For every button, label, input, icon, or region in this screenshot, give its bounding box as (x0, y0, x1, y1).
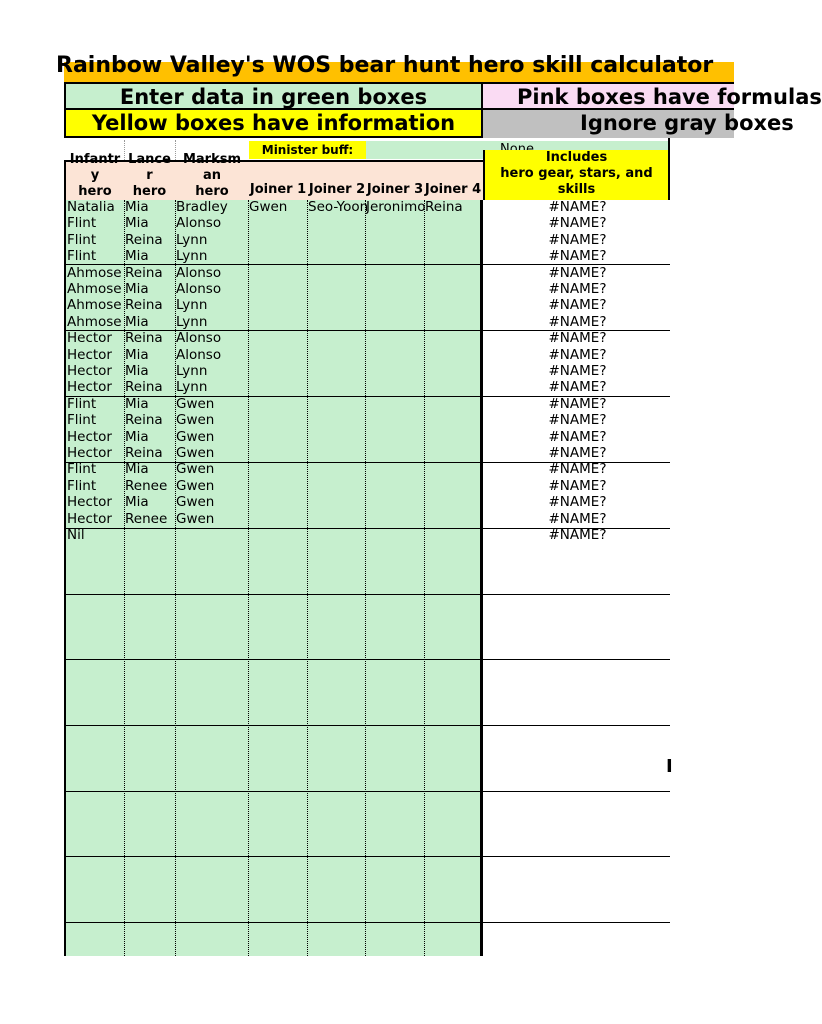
cell-mar[interactable]: Lynn (176, 297, 208, 314)
green-info-box (64, 82, 483, 110)
cell-j1[interactable] (246, 478, 307, 494)
result-cell: #NAME? (548, 510, 607, 527)
minister-label: Minister buff: (261, 143, 354, 157)
cell-j4[interactable] (422, 347, 483, 363)
cell-lan[interactable]: Mia (125, 248, 149, 265)
cell-j3[interactable] (363, 248, 424, 264)
cell-lan[interactable]: Mia (125, 215, 149, 232)
cell-inf[interactable]: Flint (67, 215, 97, 232)
result-header-line1: Includes (545, 150, 608, 165)
cell-mar[interactable]: Gwen (176, 395, 215, 412)
cell-j4[interactable] (422, 330, 483, 346)
result-cell: #NAME? (548, 363, 607, 379)
cell-j4[interactable] (422, 232, 483, 248)
cell-j1[interactable] (246, 412, 307, 428)
cell-mar[interactable]: Lynn (176, 248, 208, 265)
cell-lan[interactable]: Reina (125, 379, 163, 396)
cell-mar[interactable]: Alonso (176, 330, 222, 347)
green-info-label: Enter data in green boxes (119, 85, 428, 109)
cell-j4[interactable] (422, 314, 483, 330)
cell-j3[interactable] (363, 461, 424, 477)
cell-j4[interactable] (422, 248, 483, 264)
group-separator (64, 791, 670, 792)
title-bar (56, 53, 734, 82)
marksman-hero-header (175, 152, 249, 200)
cell-j2[interactable] (305, 445, 365, 461)
cell-j4[interactable] (422, 429, 483, 445)
cell-j2[interactable] (305, 330, 365, 346)
cell-j2[interactable] (305, 379, 365, 395)
cell-inf[interactable]: Hector (67, 379, 112, 396)
cell-j1[interactable] (246, 511, 307, 527)
cell-j1[interactable] (246, 215, 307, 231)
result-cell: #NAME? (548, 461, 607, 478)
cell-j3[interactable] (363, 232, 424, 248)
cell-j2[interactable] (305, 429, 365, 445)
cell-j1[interactable] (246, 314, 307, 330)
cell-j3[interactable] (363, 314, 424, 330)
joiner4-header: Joiner 4 (424, 182, 482, 197)
group-separator (64, 725, 670, 726)
cell-j4[interactable] (422, 527, 483, 543)
result-cell: #NAME? (548, 346, 607, 363)
cell-j2[interactable] (305, 527, 365, 543)
cell-inf[interactable]: Hector (67, 494, 112, 511)
cell-j2[interactable] (305, 297, 365, 313)
result-cell: #NAME? (548, 313, 607, 330)
cell-lan[interactable]: Reina (125, 231, 163, 248)
lancer-hero-header (124, 152, 175, 200)
cell-j1[interactable] (246, 281, 307, 297)
result-header-line2: hero gear, stars, and (500, 166, 653, 181)
result-cell: #NAME? (548, 264, 607, 281)
cell-j4[interactable] (422, 461, 483, 477)
cell-j2[interactable] (305, 511, 365, 527)
cell-lan[interactable]: Renee (125, 510, 168, 527)
result-header (483, 150, 670, 200)
cell-inf[interactable]: Hector (67, 428, 112, 445)
cell-lan[interactable]: Mia (125, 313, 149, 330)
cell-j3[interactable] (363, 265, 424, 281)
cell-j4[interactable] (422, 511, 483, 527)
result-cell: #NAME? (548, 428, 607, 445)
group-separator (64, 264, 670, 265)
cell-j3[interactable] (363, 215, 424, 231)
infantry-hero-header (66, 152, 124, 200)
cell-j2[interactable] (305, 461, 365, 477)
group-separator (64, 462, 670, 463)
infantry-header-line2: y (90, 168, 100, 183)
cell-lan[interactable]: Reina (125, 330, 163, 347)
cell-lan[interactable]: Reina (125, 264, 163, 281)
cell-j3[interactable]: Jeronimo (366, 199, 426, 215)
joiner1-header: Joiner 1 (249, 182, 307, 197)
lancer-header-line2: r (146, 168, 153, 183)
result-cell: #NAME? (548, 379, 607, 396)
cell-mar[interactable]: Alonso (176, 264, 222, 281)
cell-j2[interactable] (305, 494, 365, 510)
cell-j3[interactable] (363, 379, 424, 395)
group-separator (64, 659, 670, 660)
cell-j1[interactable] (246, 527, 307, 543)
cell-j3[interactable] (363, 363, 424, 379)
cell-inf[interactable]: Flint (67, 477, 97, 494)
cell-inf[interactable]: Ahmose (67, 313, 122, 330)
cell-j2[interactable] (305, 347, 365, 363)
marksman-header-line1: Marksm (182, 152, 242, 167)
cell-j3[interactable] (363, 297, 424, 313)
cell-lan[interactable]: Mia (125, 281, 149, 297)
cell-mar[interactable]: Bradley (176, 199, 228, 215)
cell-j3[interactable] (363, 429, 424, 445)
marksman-header-line3: hero (195, 184, 229, 199)
infantry-header-line1: Infantr (69, 152, 121, 167)
cell-j2[interactable] (305, 412, 365, 428)
cell-lan[interactable]: Mia (125, 363, 149, 379)
cell-j1[interactable] (246, 494, 307, 510)
cell-inf[interactable]: Hector (67, 346, 112, 363)
cell-j4[interactable] (422, 363, 483, 379)
cell-inf[interactable]: Ahmose (67, 297, 122, 314)
group-separator (64, 922, 670, 923)
cell-j1[interactable] (246, 363, 307, 379)
cell-j4[interactable] (422, 445, 483, 461)
cell-j1[interactable] (246, 330, 307, 346)
cell-inf[interactable]: Hector (67, 445, 112, 461)
cell-inf[interactable]: Hector (67, 330, 112, 347)
cell-j2[interactable]: Seo-Yoon (308, 199, 369, 215)
cell-j4[interactable] (422, 281, 483, 297)
cell-j2[interactable] (305, 396, 365, 412)
result-cell: #NAME? (548, 477, 607, 494)
cell-mar[interactable]: Alonso (176, 215, 222, 232)
cell-mar[interactable]: Gwen (176, 477, 215, 494)
cell-mar[interactable]: Gwen (176, 445, 215, 461)
cell-j1[interactable] (246, 297, 307, 313)
cell-lan[interactable]: Reina (125, 297, 163, 314)
result-header-line3: skills (557, 182, 596, 197)
cell-j1[interactable] (246, 429, 307, 445)
cell-mar[interactable]: Gwen (176, 494, 215, 511)
cell-j3[interactable] (363, 527, 424, 543)
result-cell: #NAME? (548, 412, 607, 429)
cell-mar[interactable]: Gwen (176, 510, 215, 527)
cell-lan[interactable]: Reina (125, 445, 163, 461)
cell-j3[interactable] (363, 347, 424, 363)
cell-mar[interactable]: Gwen (176, 461, 215, 478)
cell-mar[interactable]: Lynn (176, 231, 208, 248)
cell-mar[interactable]: Gwen (176, 428, 215, 445)
pink-info-box (483, 82, 822, 110)
cell-inf[interactable]: Flint (67, 248, 97, 265)
cell-j4[interactable]: Reina (425, 199, 463, 215)
cell-j1[interactable] (246, 396, 307, 412)
cell-j1[interactable] (246, 265, 307, 281)
cell-j3[interactable] (363, 396, 424, 412)
cell-j2[interactable] (305, 478, 365, 494)
cell-j3[interactable] (363, 478, 424, 494)
result-cell: #NAME? (548, 281, 607, 297)
cell-inf[interactable]: Hector (67, 363, 112, 379)
result-cell: #NAME? (548, 330, 607, 347)
group-separator (64, 396, 670, 397)
cell-lan[interactable]: Mia (125, 461, 149, 478)
cell-j1[interactable] (246, 232, 307, 248)
cell-lan[interactable]: Renee (125, 477, 168, 494)
cell-inf[interactable]: Hector (67, 510, 112, 527)
cell-mar[interactable]: Alonso (176, 346, 222, 363)
cell-mar[interactable]: Lynn (176, 363, 208, 379)
cell-j1[interactable] (246, 379, 307, 395)
cell-inf[interactable]: Nil (67, 527, 85, 543)
cell-j3[interactable] (363, 330, 424, 346)
cell-j2[interactable] (305, 363, 365, 379)
cell-lan[interactable]: Mia (125, 346, 149, 363)
cell-lan[interactable]: Reina (125, 412, 163, 429)
lancer-header-line1: Lance (128, 152, 171, 167)
cell-j2[interactable] (305, 248, 365, 264)
cell-j1[interactable] (246, 445, 307, 461)
result-cell: #NAME? (548, 527, 607, 543)
yellow-info-box (64, 110, 483, 138)
lancer-header-line3: hero (132, 184, 167, 199)
cell-j4[interactable] (422, 379, 483, 395)
result-cell: #NAME? (548, 248, 607, 265)
cell-j4[interactable] (422, 478, 483, 494)
cell-mar[interactable] (173, 527, 248, 543)
cell-j4[interactable] (422, 396, 483, 412)
cell-inf[interactable]: Ahmose (67, 281, 122, 297)
cell-inf[interactable]: Ahmose (67, 264, 122, 281)
cell-j4[interactable] (422, 412, 483, 428)
result-cell: #NAME? (548, 297, 607, 314)
cell-j3[interactable] (363, 281, 424, 297)
cell-j2[interactable] (305, 215, 365, 231)
result-cell: #NAME? (548, 215, 607, 232)
result-cell: #NAME? (548, 395, 607, 412)
result-cell: #NAME? (548, 445, 607, 461)
cell-j3[interactable] (363, 412, 424, 428)
cell-inf[interactable]: Flint (67, 395, 97, 412)
col-divider (175, 140, 176, 160)
cell-j4[interactable] (422, 215, 483, 231)
cell-j2[interactable] (305, 265, 365, 281)
cell-j2[interactable] (305, 314, 365, 330)
pink-info-label: Pink boxes have formulas (517, 85, 822, 109)
offscreen-text-fragment: I (666, 756, 673, 777)
gray-info-box (483, 110, 794, 138)
cell-inf[interactable]: Natalia (67, 199, 115, 215)
cell-lan[interactable] (122, 527, 175, 543)
cell-j2[interactable] (305, 281, 365, 297)
cell-lan[interactable]: Mia (125, 428, 149, 445)
cell-j4[interactable] (422, 297, 483, 313)
group-separator (64, 528, 670, 529)
group-separator (64, 856, 670, 857)
result-cell: #NAME? (548, 199, 607, 215)
cell-mar[interactable]: Gwen (176, 412, 215, 429)
cell-mar[interactable]: Lynn (176, 379, 208, 396)
cell-j4[interactable] (422, 265, 483, 281)
sheet-title: Rainbow Valley's WOS bear hunt hero skill calculator (56, 53, 714, 78)
yellow-info-label: Yellow boxes have information (91, 111, 456, 135)
cell-j4[interactable] (422, 494, 483, 510)
marksman-header-line2: an (202, 168, 222, 183)
joiner3-header: Joiner 3 (366, 182, 424, 197)
cell-j1[interactable] (246, 347, 307, 363)
cell-j2[interactable] (305, 232, 365, 248)
cell-j3[interactable] (363, 511, 424, 527)
cell-mar[interactable]: Alonso (176, 281, 222, 297)
cell-j1[interactable]: Gwen (249, 199, 288, 215)
cell-lan[interactable]: Mia (125, 395, 149, 412)
cell-j1[interactable] (246, 248, 307, 264)
cell-j3[interactable] (363, 494, 424, 510)
gray-info-label: Ignore gray boxes (580, 111, 794, 135)
joiner2-header: Joiner 2 (308, 182, 366, 197)
col-divider (124, 140, 125, 160)
minister-label-cell (249, 141, 366, 159)
infantry-header-line3: hero (78, 184, 112, 199)
group-separator (64, 330, 670, 331)
cell-inf[interactable]: Flint (67, 412, 97, 429)
cell-mar[interactable]: Lynn (176, 313, 208, 330)
cell-lan[interactable]: Mia (125, 494, 149, 511)
cell-j1[interactable] (246, 461, 307, 477)
group-separator (64, 594, 670, 595)
cell-inf[interactable]: Flint (67, 231, 97, 248)
cell-lan[interactable]: Mia (125, 199, 149, 215)
cell-j3[interactable] (363, 445, 424, 461)
result-cell: #NAME? (548, 231, 607, 248)
result-cell: #NAME? (548, 494, 607, 511)
cell-inf[interactable]: Flint (67, 461, 97, 478)
